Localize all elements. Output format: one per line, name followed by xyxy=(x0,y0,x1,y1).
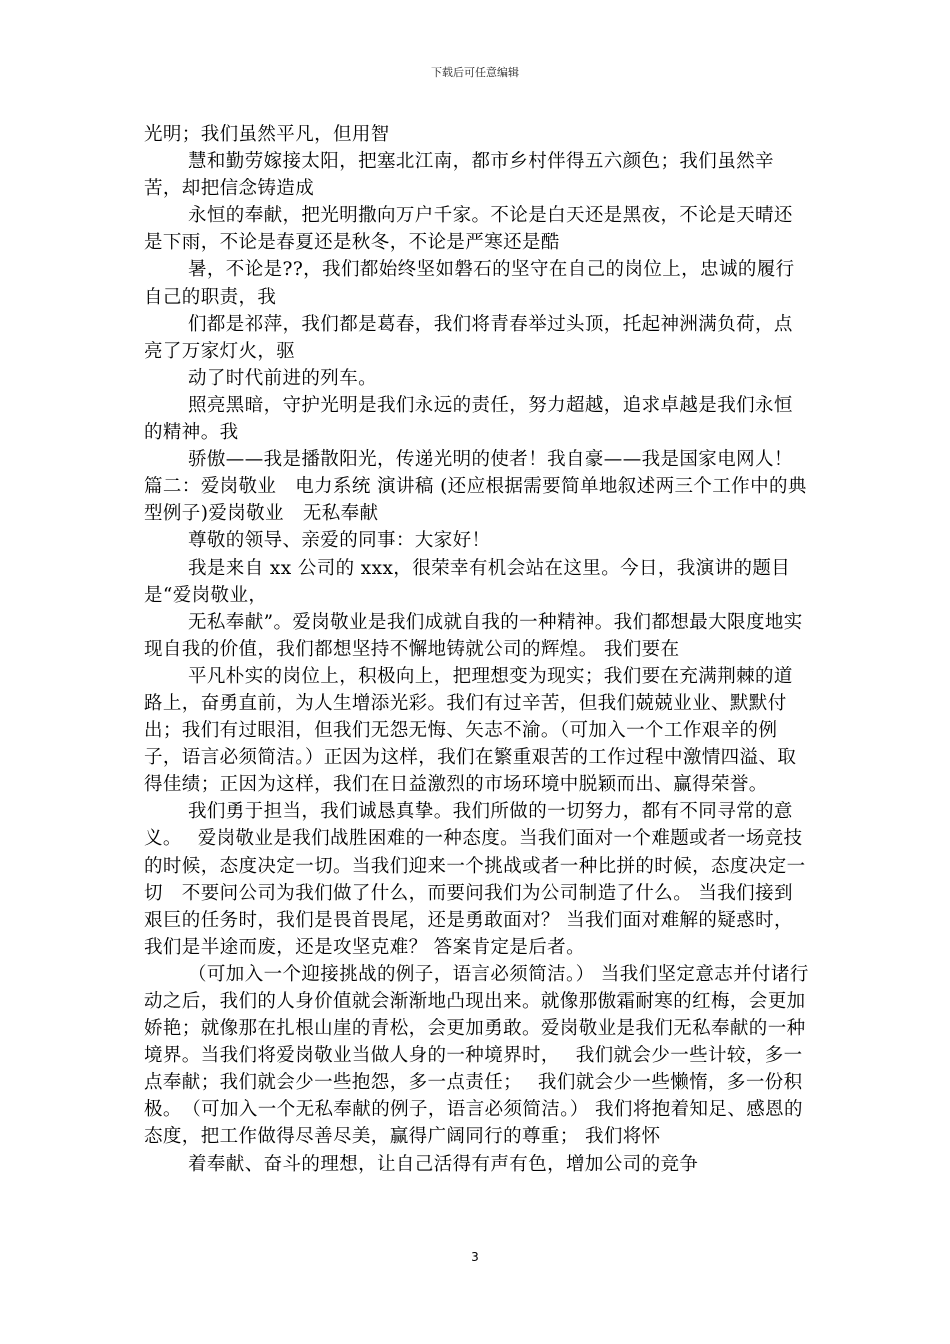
paragraph-11: 无私奉献”。爱岗敬业是我们成就自我的一种精神。我们都想最大限度地实现自我的价值，我们都想坚持不懈地铸就公司的辉煌。 我们要在 xyxy=(144,611,803,660)
page-number: 3 xyxy=(471,1250,479,1264)
paragraph-4: 暑，不论是??，我们都始终坚如磐石的坚守在自己的岗位上，忠诚的履行自己的职责，我 xyxy=(144,259,795,308)
page-header: 下载后可任意编辑 xyxy=(431,66,519,79)
paragraph-5: 们都是祁萍，我们都是葛春，我们将青春举过头顶，托起神洲满负荷，点亮了万家灯火，驱 xyxy=(144,313,793,362)
paragraph-7: 照亮黑暗，守护光明是我们永远的责任，努力超越，追求卓越是我们永恒的精神。我 xyxy=(144,394,793,444)
paragraph-12: 平凡朴实的岗位上，积极向上，把理想变为现实；我们要在充满荆棘的道路上，奋勇直前，为人生增添光彩。我们有过辛苦，但我们兢兢业业、默默付出；我们有过眼泪，但我们无怨无悔、矢志不渝。（可加入一个工作艰辛的例子，语言必须简洁。）正因为这样，我们在繁重艰苦的工作过程中激情四溢、取得佳绩；正因为这样，我们在日益激烈的市场环境中脱颖而出、赢得荣誉。 xyxy=(144,665,797,796)
paragraph-1: 光明；我们虽然平凡，但用智 xyxy=(144,124,390,145)
paragraph-13: 我们勇于担当，我们诚恳真挚。我们所做的一切努力，都有不同寻常的意义。 爱岗敬业是我们战胜困难的一种态度。当我们面对一个难题或者一场竞技的时候，态度决定一切。当我们迎来一个挑战或者一种比拼的时候，态度决定一切 不要问公司为我们做了什么，而要问我们为公司制造了什么。 当我们接到艰巨的任务时，我们是畏首畏尾，还是勇敢面对？ 当我们面对难解的疑惑时，我们是半途而废，还是攻坚克难？ 答案肯定是后者。 xyxy=(144,801,806,958)
paragraph-2: 慧和勤劳嫁接太阳，把塞北江南，都市乡村伴得五六颜色；我们虽然辛苦，却把信念铸造成 xyxy=(144,151,774,200)
paragraph-6: 动了时代前进的列车。 xyxy=(188,367,378,389)
paragraph-3: 永恒的奉献，把光明撒向万户千家。不论是白天还是黑夜，不论是天晴还是下雨，不论是春夏还是秋冬，不论是严寒还是酷 xyxy=(144,205,793,254)
paragraph-15: 着奉献、奋斗的理想，让自己活得有声有色，增加公司的竞争 xyxy=(188,1153,699,1175)
paragraph-8: 骄傲——我是播散阳光，传递光明的使者！我自豪——我是国家电网人！篇二：爱岗敬业 电力系统 演讲稿 (还应根据需要简单地叙述两三个工作中的典型例子)爱岗敬业 无私奉献 xyxy=(144,449,807,525)
paragraph-9: 尊敬的领导、亲爱的同事：大家好！ xyxy=(188,530,491,552)
paragraph-14: （可加入一个迎接挑战的例子，语言必须简洁。） 当我们坚定意志并付诸行动之后，我们的人身价值就会渐渐地凸现出来。就像那傲霜耐寒的红梅，会更加娇艳；就像那在扎根山崖的青松，会更加勇敢。爱岗敬业是我们无私奉献的一种境界。当我们将爱岗敬业当做人身的一种境界时， 我们就会少一些计较，多一点奉献；我们就会少一些抱怨，多一点责任； 我们就会少一些懒惰，多一份积极。 （可加入一个无私奉献的例子，语言必须简洁。） 我们将抱着知足、感恩的态度，把工作做得尽善尽美，赢得广阔同行的尊重； 我们将怀 xyxy=(144,963,809,1148)
document-body xyxy=(144,121,809,1178)
paragraph-10: 我是来自 xx 公司的 xxx，很荣幸有机会站在这里。今日，我演讲的题目是“爱岗敬业， xyxy=(144,557,791,606)
